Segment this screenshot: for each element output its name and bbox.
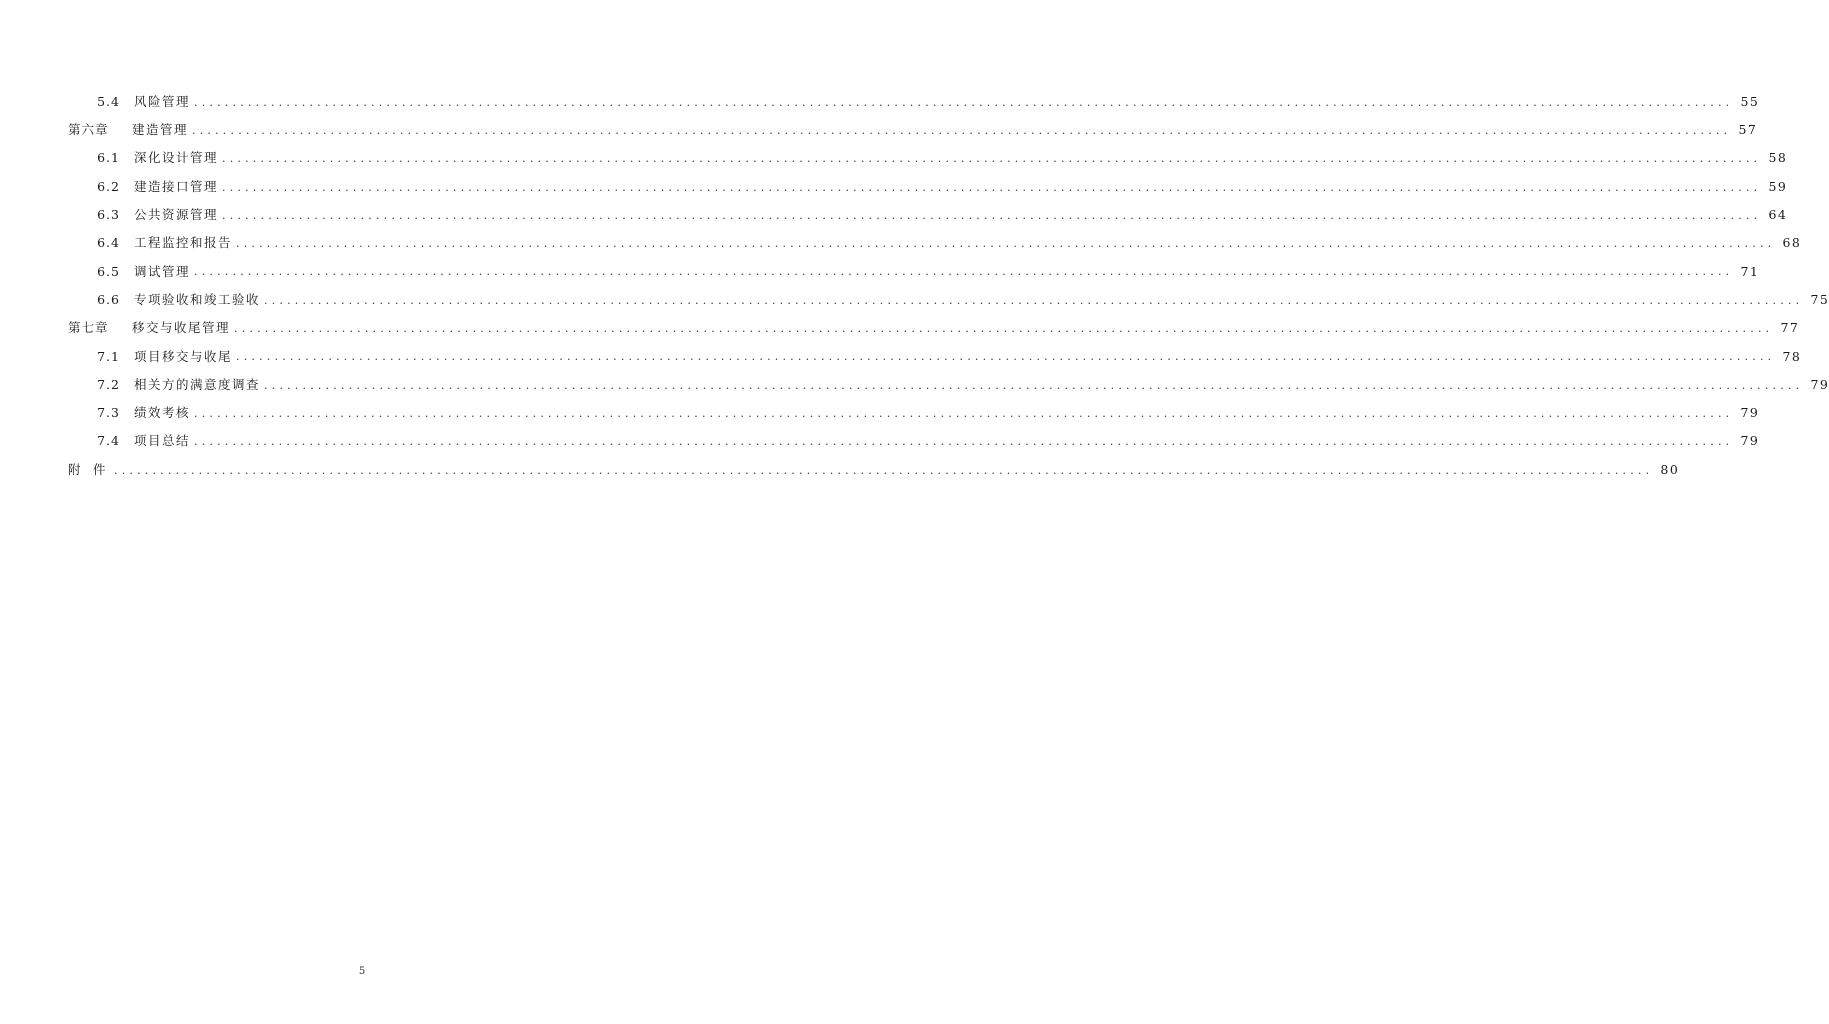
toc-entry[interactable]: [68, 399, 1760, 427]
toc-entry-number: 附 件: [68, 461, 106, 477]
dot-leader: ........................................................................................................................................................................................................: [194, 265, 1734, 279]
toc-entry-page: 75: [1810, 291, 1829, 307]
toc-entry-page: 77: [1780, 320, 1800, 336]
toc-entry[interactable]: [68, 173, 1788, 201]
dot-leader: ........................................................................................................................................................................................................: [194, 406, 1734, 420]
toc-entry-number: 6.6: [97, 291, 120, 307]
dot-leader: ........................................................................................................................................................................................................: [194, 435, 1734, 449]
toc-entry-page: 79: [1810, 376, 1829, 392]
toc-entry-title: 调试管理: [134, 263, 191, 279]
dot-leader: ........................................................................................................................................................................................................: [222, 208, 1762, 222]
toc-entry-page: 64: [1768, 207, 1788, 223]
toc-entry[interactable]: [68, 428, 1760, 456]
toc-entry[interactable]: [68, 371, 1829, 399]
toc-entry-title: 绩效考核: [134, 405, 191, 421]
dot-leader: ........................................................................................................................................................................................................: [236, 350, 1776, 364]
toc-entry[interactable]: [68, 145, 1788, 173]
toc-entry-title: 建造管理: [132, 122, 189, 138]
toc-entry-title: 工程监控和报告: [134, 235, 233, 251]
toc-entry[interactable]: [68, 314, 1800, 342]
toc-entry-number: 7.3: [97, 405, 120, 421]
toc-entry-title: 风险管理: [134, 93, 191, 109]
toc-entry-number: 7.2: [97, 376, 120, 392]
dot-leader: ........................................................................................................................................................................................................: [114, 463, 1654, 477]
toc-entry-title: 相关方的满意度调查: [134, 376, 261, 392]
toc-entry-title: 项目总结: [134, 433, 191, 449]
toc-entry-number: 6.3: [97, 207, 120, 223]
toc-entry-number: 第七章: [68, 320, 109, 336]
dot-leader: ........................................................................................................................................................................................................: [222, 152, 1762, 166]
toc-entry[interactable]: [68, 456, 1680, 484]
dot-leader: ........................................................................................................................................................................................................: [264, 378, 1804, 392]
toc-entry-page: 55: [1740, 93, 1760, 109]
dot-leader: ........................................................................................................................................................................................................: [264, 293, 1804, 307]
toc-entry-number: 第六章: [68, 122, 109, 138]
toc-entry-page: 59: [1768, 178, 1788, 194]
toc-entry[interactable]: [68, 343, 1802, 371]
toc-entry-number: 7.4: [97, 433, 120, 449]
toc-entry[interactable]: [68, 286, 1829, 314]
toc-entry-title: 建造接口管理: [134, 178, 219, 194]
toc-entry[interactable]: [68, 201, 1788, 229]
toc-entry-number: 6.5: [97, 263, 120, 279]
toc-entry-page: 79: [1740, 405, 1760, 421]
toc-entry[interactable]: [68, 229, 1802, 257]
toc-entry-number: 6.2: [97, 178, 120, 194]
toc-entry[interactable]: [68, 116, 1758, 144]
toc-entry-number: 6.4: [97, 235, 120, 251]
toc-entry-title: 专项验收和竣工验收: [134, 291, 261, 307]
dot-leader: ........................................................................................................................................................................................................: [234, 322, 1774, 336]
dot-leader: ........................................................................................................................................................................................................: [236, 237, 1776, 251]
toc-entry-title: 公共资源管理: [134, 207, 219, 223]
toc-entry-page: 57: [1738, 122, 1758, 138]
toc-entry-page: 68: [1782, 235, 1802, 251]
toc-entry-page: 71: [1740, 263, 1760, 279]
toc-entry-page: 78: [1782, 348, 1802, 364]
toc-entry-page: 79: [1740, 433, 1760, 449]
toc-entry-title: 深化设计管理: [134, 150, 219, 166]
toc-entry[interactable]: [68, 258, 1760, 286]
toc-entry-number: 5.4: [97, 93, 120, 109]
table-of-contents: [68, 88, 1829, 484]
page-number: 5: [358, 966, 366, 977]
toc-entry-title: 项目移交与收尾: [134, 348, 233, 364]
toc-entry-page: 80: [1660, 461, 1680, 477]
toc-entry[interactable]: [68, 88, 1760, 116]
dot-leader: ........................................................................................................................................................................................................: [192, 123, 1732, 137]
dot-leader: ........................................................................................................................................................................................................: [194, 95, 1734, 109]
toc-entry-title: 移交与收尾管理: [132, 320, 231, 336]
toc-entry-number: 7.1: [97, 348, 120, 364]
toc-entry-page: 58: [1768, 150, 1788, 166]
toc-entry-number: 6.1: [97, 150, 120, 166]
dot-leader: ........................................................................................................................................................................................................: [222, 180, 1762, 194]
